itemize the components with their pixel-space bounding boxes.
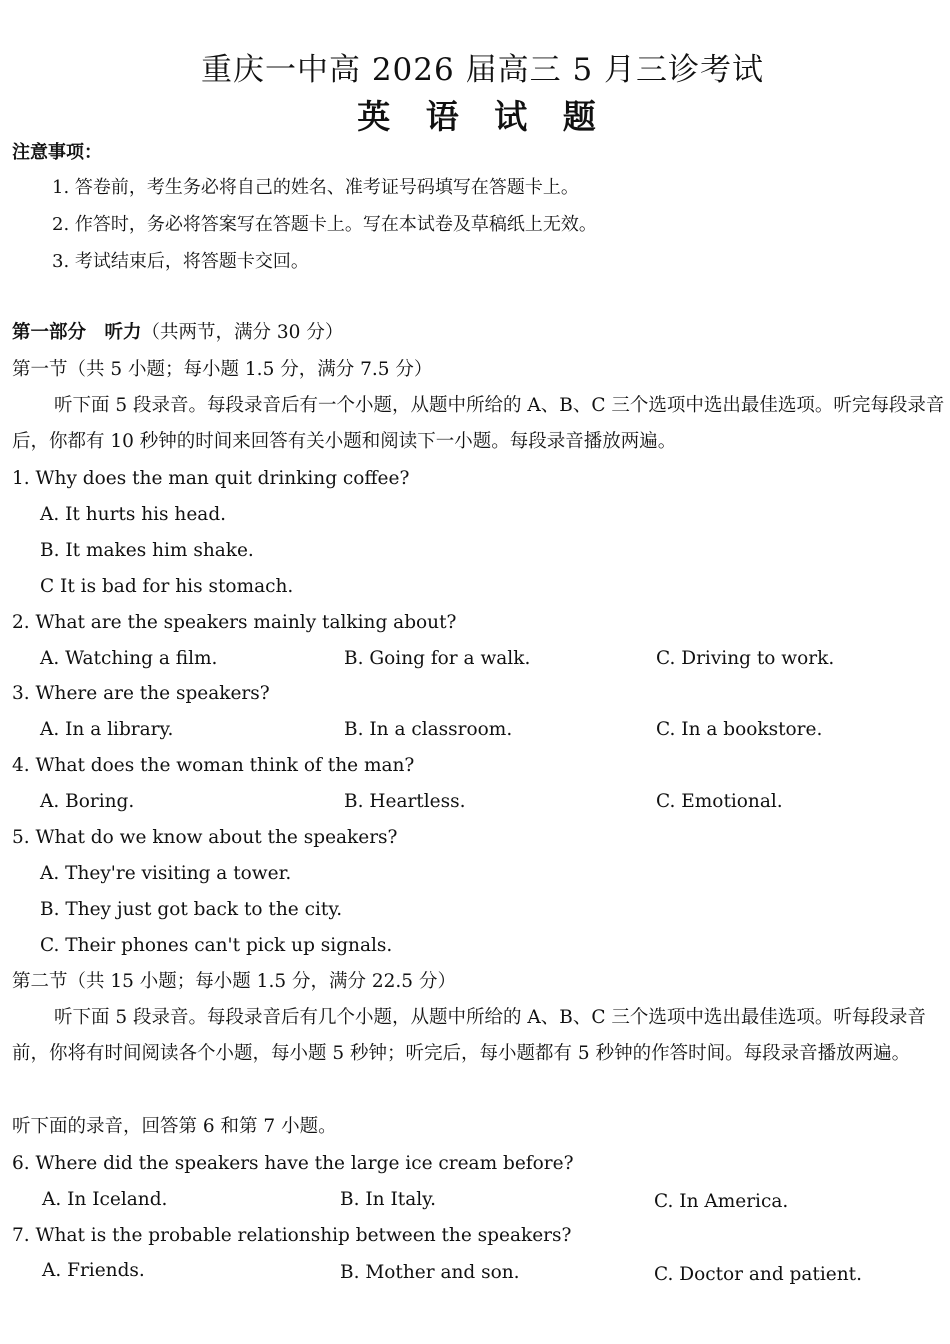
option-b: B. In a classroom. <box>344 719 513 740</box>
option-c: C. Doctor and patient. <box>654 1264 862 1285</box>
option-b: B. It makes him shake. <box>40 540 254 561</box>
notice-item: 3. 考试结束后，将答题卡交回。 <box>52 251 309 272</box>
question-stem: 1. Why does the man quit drinking coffee? <box>12 468 410 489</box>
option-a: A. It hurts his head. <box>40 504 227 525</box>
section2-heading: 第二节（共 15 小题；每小题 1.5 分，满分 22.5 分） <box>12 971 456 992</box>
option-b: B. In Italy. <box>340 1189 437 1210</box>
question-stem: 5. What do we know about the speakers? <box>12 827 398 848</box>
section1-heading: 第一节（共 5 小题；每小题 1.5 分，满分 7.5 分） <box>12 359 433 380</box>
exam-subject: 英 语 试 题 <box>357 97 608 136</box>
part1-heading-rest: （共两节，满分 30 分） <box>141 322 344 343</box>
option-b: B. Mother and son. <box>340 1262 520 1283</box>
question-stem: 7. What is the probable relationship between the speakers? <box>12 1225 572 1246</box>
notice-heading: 注意事项： <box>12 142 102 163</box>
question-stem: 3. Where are the speakers? <box>12 683 270 704</box>
notice-item: 2. 作答时，务必将答案写在答题卡上。写在本试卷及草稿纸上无效。 <box>52 214 597 235</box>
question-stem: 4. What does the woman think of the man? <box>12 755 415 776</box>
option-c: C. Their phones can't pick up signals. <box>40 935 393 956</box>
option-a: A. Watching a film. <box>40 648 218 669</box>
section1-instructions: 听下面 5 段录音。每段录音后有一个小题，从题中所给的 A、B、C 三个选项中选出最佳选项。听完每段录音后，你都有 10 秒钟的时间来回答有关小题和阅读下一小题。每段录音播放两遍。 <box>12 395 945 452</box>
option-c: C. In America. <box>654 1191 789 1212</box>
option-a: A. They're visiting a tower. <box>40 863 292 884</box>
exam-title: 重庆一中高 2026 届高三 5 月三诊考试 <box>200 52 765 88</box>
option-a: A. Friends. <box>42 1260 145 1281</box>
section2-sub-instruction: 听下面的录音，回答第 6 和第 7 小题。 <box>12 1116 337 1137</box>
part1-heading <box>12 320 343 346</box>
part1-heading-bold: 第一部分 听力 <box>12 322 142 343</box>
notice-item: 1. 答卷前，考生务必将自己的姓名、准考证号码填写在答题卡上。 <box>52 177 579 198</box>
option-a: A. In Iceland. <box>42 1189 168 1210</box>
option-c: C. Emotional. <box>656 791 783 812</box>
option-a: A. In a library. <box>40 719 174 740</box>
option-a: A. Boring. <box>40 791 135 812</box>
option-b: B. They just got back to the city. <box>40 899 343 920</box>
option-b: B. Heartless. <box>344 791 466 812</box>
option-c: C. Driving to work. <box>656 648 835 669</box>
option-c: C. In a bookstore. <box>656 719 823 740</box>
question-stem: 6. Where did the speakers have the large ice cream before? <box>12 1153 574 1174</box>
option-c: C It is bad for his stomach. <box>40 576 294 597</box>
question-stem: 2. What are the speakers mainly talking about? <box>12 612 457 633</box>
section2-instructions: 听下面 5 段录音。每段录音后有几个小题，从题中所给的 A、B、C 三个选项中选出最佳选项。听每段录音前，你将有时间阅读各个小题，每小题 5 秒钟；听完后，每小题都有 5 秒钟的作答时间。每段录音播放两遍。 <box>12 1007 926 1064</box>
option-b: B. Going for a walk. <box>344 648 531 669</box>
